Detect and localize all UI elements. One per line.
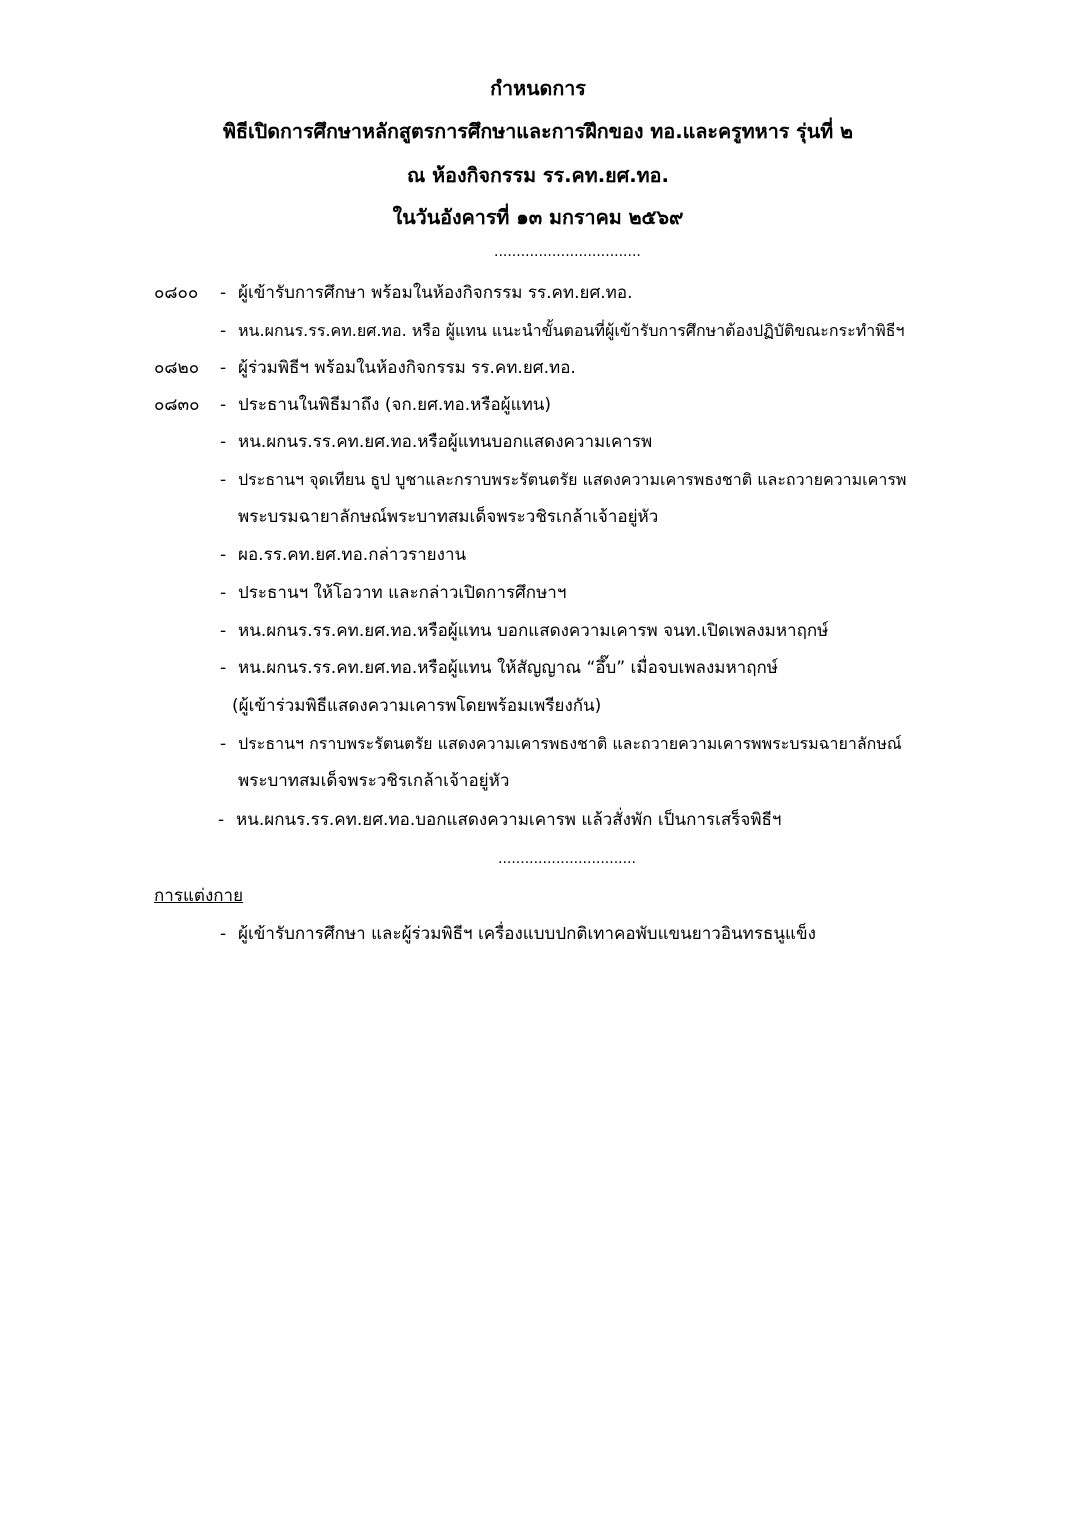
- bullet-dash: -: [220, 358, 227, 378]
- title-separator: .................................: [494, 244, 641, 260]
- schedule-text: ประธานฯ ให้โอวาท และกล่าวเปิดการศึกษาฯ: [238, 583, 567, 603]
- schedule-text: ผอ.รร.คท.ยศ.ทอ.กล่าวรายงาน: [238, 545, 467, 565]
- dress-code-heading: การแต่งกาย: [154, 886, 244, 906]
- schedule-text: หน.ผกนร.รร.คท.ยศ.ทอ.หรือผู้แทน ให้สัญญาณ “อึ๊บ” เมื่อจบเพลงมหาฤกษ์: [238, 658, 779, 678]
- venue-line: ณ ห้องกิจกรรม รร.คท.ยศ.ทอ.: [407, 164, 669, 187]
- schedule-text-continued: (ผู้เข้าร่วมพิธีแสดงความเคารพโดยพร้อมเพรียงกัน): [232, 696, 602, 716]
- schedule-text: หน.ผกนร.รร.คท.ยศ.ทอ.หรือผู้แทนบอกแสดงความเคารพ: [238, 432, 653, 452]
- doc-title: กำหนดการ: [490, 77, 586, 100]
- bullet-dash: -: [220, 734, 227, 754]
- schedule-text: ผู้เข้ารับการศึกษา พร้อมในห้องกิจกรรม รร.คท.ยศ.ทอ.: [238, 283, 633, 303]
- schedule-text: ประธานฯ กราบพระรัตนตรัย แสดงความเคารพธงชาติ และถวายความเคารพพระบรมฉายาลักษณ์: [238, 734, 902, 753]
- schedule-text: ประธานฯ จุดเทียน ธูป บูชาและกราบพระรัตนตรัย แสดงความเคารพธงชาติ และถวายความเคารพ: [238, 470, 907, 489]
- schedule-text: หน.ผกนร.รร.คท.ยศ.ทอ.หรือผู้แทน บอกแสดงความเคารพ จนท.เปิดเพลงมหาฤกษ์: [238, 621, 829, 641]
- date-line: ในวันอังคารที่ ๑๓ มกราคม ๒๕๖๙: [392, 206, 684, 229]
- bullet-dash: -: [220, 545, 227, 565]
- bullet-dash: -: [220, 924, 227, 944]
- ceremony-title: พิธีเปิดการศึกษาหลักสูตรการศึกษาและการฝึกของ ทอ.และครูทหาร รุ่นที่ ๒: [222, 120, 854, 143]
- bullet-dash: -: [220, 432, 227, 452]
- bullet-dash: -: [220, 621, 227, 641]
- schedule-text: หน.ผกนร.รร.คท.ยศ.ทอ. หรือ ผู้แทน แนะนำขั้นตอนที่ผู้เข้ารับการศึกษาต้องปฏิบัติขณะกระทำพิธีฯ: [238, 321, 905, 340]
- bullet-dash: -: [220, 395, 227, 415]
- bullet-dash: -: [220, 470, 227, 490]
- bullet-dash: -: [220, 658, 227, 678]
- bullet-dash: -: [218, 810, 225, 830]
- schedule-time: ๐๘๒๐: [154, 358, 200, 378]
- dress-code-text: ผู้เข้ารับการศึกษา และผู้ร่วมพิธีฯ เครื่องแบบปกติเทาคอพับแขนยาวอินทรธนูแข็ง: [238, 924, 816, 944]
- schedule-text-continued: พระบรมฉายาลักษณ์พระบาทสมเด็จพระวชิรเกล้าเจ้าอยู่หัว: [238, 507, 659, 527]
- schedule-separator: ...............................: [498, 851, 636, 867]
- bullet-dash: -: [220, 583, 227, 603]
- bullet-dash: -: [220, 321, 227, 341]
- schedule-text: หน.ผกนร.รร.คท.ยศ.ทอ.บอกแสดงความเคารพ แล้วสั่งพัก เป็นการเสร็จพิธีฯ: [236, 810, 782, 830]
- bullet-dash: -: [220, 283, 227, 303]
- schedule-time: ๐๘๐๐: [154, 283, 199, 303]
- schedule-text: ประธานในพิธีมาถึง (จก.ยศ.ทอ.หรือผู้แทน): [238, 395, 552, 415]
- schedule-time: ๐๘๓๐: [154, 395, 200, 415]
- schedule-text: ผู้ร่วมพิธีฯ พร้อมในห้องกิจกรรม รร.คท.ยศ.ทอ.: [238, 358, 576, 378]
- schedule-text-continued: พระบาทสมเด็จพระวชิรเกล้าเจ้าอยู่หัว: [238, 771, 510, 791]
